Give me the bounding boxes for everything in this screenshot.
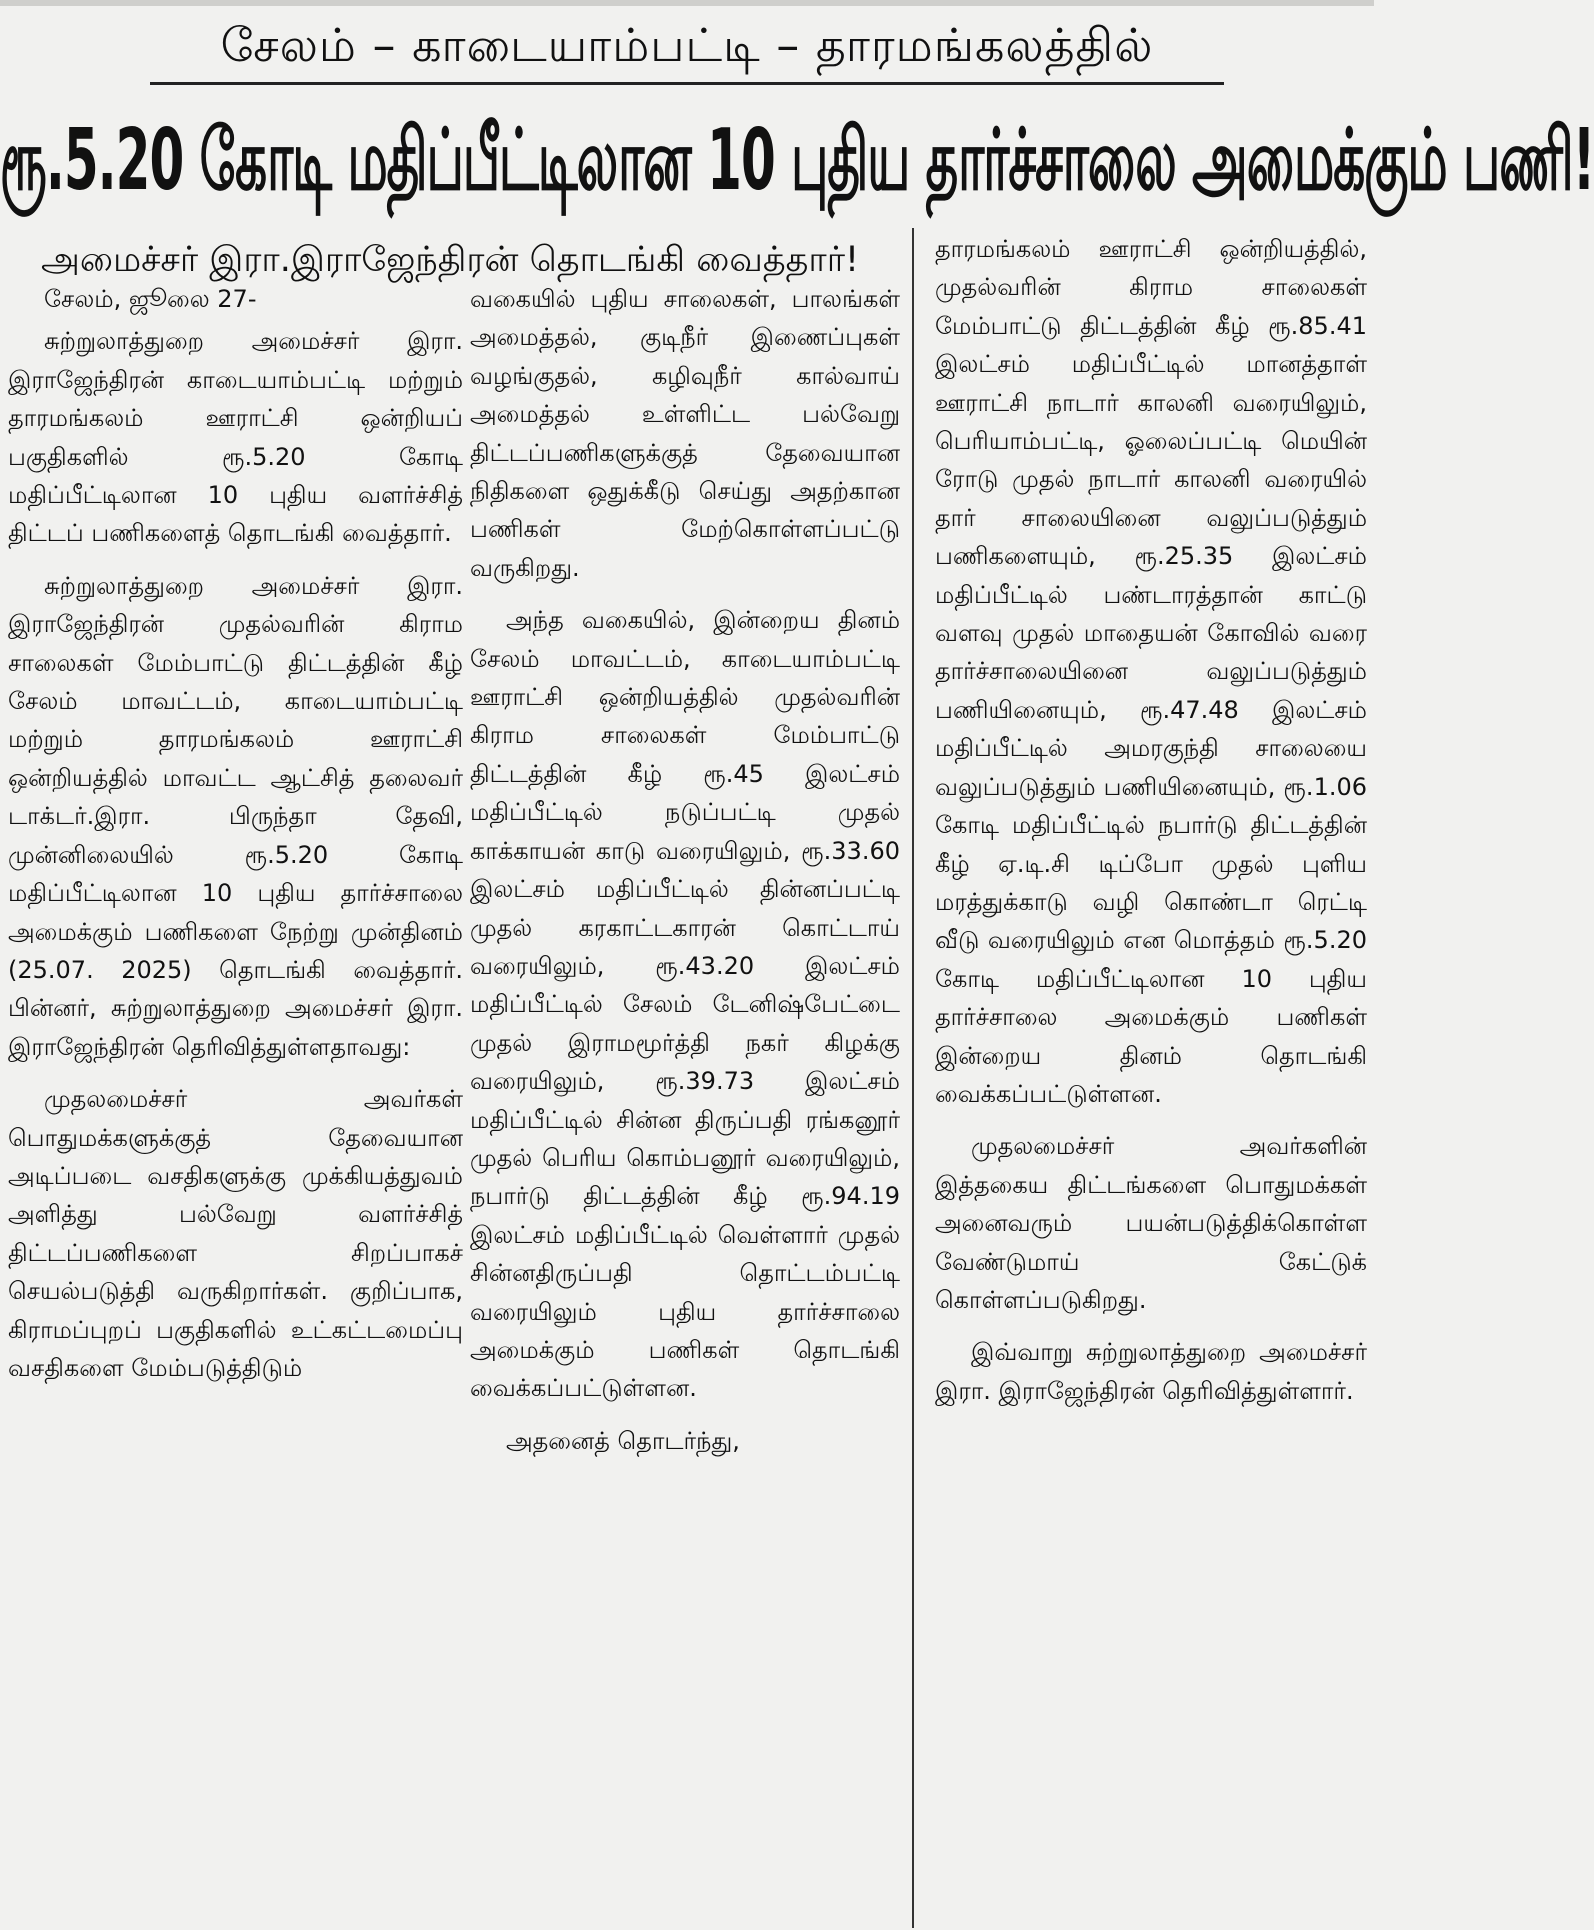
paragraph: முதலமைச்சர் அவர்களின் இத்தகைய திட்டங்களை பொதுமக்கள் அனைவரும் பயன்படுத்திக்கொள்ள வேண்டுமாய் கேட்டுக் கொள்ளப்படுகிறது. xyxy=(935,1132,1367,1314)
article-column-2 xyxy=(470,280,900,1920)
paragraph: அதனைத் தொடர்ந்து, xyxy=(506,1426,740,1455)
headline xyxy=(0,100,1594,220)
paragraph: சுற்றுலாத்துறை அமைச்சர் இரா. இராஜேந்திரன் காடையாம்பட்டி மற்றும் தாரமங்கலம் ஊராட்சி ஒன்றியப் பகுதிகளில் ரூ.5.20 கோடி மதிப்பீட்டிலான 10 புதிய வளர்ச்சித் திட்டப் பணிகளைத் தொடங்கி வைத்தார். xyxy=(8,327,463,548)
dateline: சேலம், ஜூலை 27- xyxy=(44,285,257,313)
top-rule xyxy=(0,0,1374,6)
paragraph: சுற்றுலாத்துறை அமைச்சர் இரா. இராஜேந்திரன் முதல்வரின் கிராம சாலைகள் மேம்பாட்டு திட்டத்தின் கீழ் சேலம் மாவட்டம், காடையாம்பட்டி மற்றும் தாரமங்கலம் ஊராட்சி ஒன்றியத்தில் மாவட்ட ஆட்சித் தலைவர் டாக்டர்.இரா. பிருந்தா தேவி, முன்னிலையில் ரூ.5.20 கோடி மதிப்பீட்டிலான 10 புதிய தார்ச்சாலை அமைக்கும் பணிகளை நேற்று முன்தினம் (25.07. 2025) தொடங்கி வைத்தார். பின்னர், சுற்றுலாத்துறை அமைச்சர் இரா. இராஜேந்திரன் தெரிவித்துள்ளதாவது: xyxy=(8,571,463,1061)
article-column-3 xyxy=(935,230,1367,1920)
paragraph: வகையில் புதிய சாலைகள், பாலங்கள் அமைத்தல், குடிநீர் இணைப்புகள் வழங்குதல், கழிவுநீர் கால்வாய் அமைத்தல் உள்ளிட்ட பல்வேறு திட்டப்பணிகளுக்குத் தேவையான நிதிகளை ஒதுக்கீடு செய்து அதற்கான பணிகள் மேற்கொள்ளப்பட்டு வருகிறது. xyxy=(470,285,900,582)
paragraph: முதலமைச்சர் அவர்கள் பொதுமக்களுக்குத் தேவையான அடிப்படை வசதிகளுக்கு முக்கியத்துவம் அளித்து பல்வேறு வளர்ச்சித் திட்டப்பணிகளை சிறப்பாகச் செயல்படுத்தி வருகிறார்கள். குறிப்பாக, கிராமப்புறப் பகுதிகளில் உட்கட்டமைப்பு வசதிகளை மேம்படுத்திடும் xyxy=(8,1085,463,1382)
paragraph: இவ்வாறு சுற்றுலாத்துறை அமைச்சர் இரா. இராஜேந்திரன் தெரிவித்துள்ளார். xyxy=(935,1338,1367,1405)
article-column-1 xyxy=(8,280,463,1920)
column-divider xyxy=(912,228,914,1928)
paragraph: அந்த வகையில், இன்றைய தினம் சேலம் மாவட்டம், காடையாம்பட்டி ஊராட்சி ஒன்றியத்தில் முதல்வரின் கிராம சாலைகள் மேம்பாட்டு திட்டத்தின் கீழ் ரூ.45 இலட்சம் மதிப்பீட்டில் நடுப்பட்டி முதல் காக்காயன் காடு வரையிலும், ரூ.33.60 இலட்சம் மதிப்பீட்டில் தின்னப்பட்டி முதல் கரகாட்டகாரன் கொட்டாய் வரையிலும், ரூ.43.20 இலட்சம் மதிப்பீட்டில் சேலம் டேனிஷ்பேட்டை முதல் இராமமூர்த்தி நகர் கிழக்கு வரையிலும், ரூ.39.73 இலட்சம் மதிப்பீட்டில் சின்ன திருப்பதி ரங்கனூர் முதல் பெரிய கொம்பனூர் வரையிலும், நபார்டு திட்டத்தின் கீழ் ரூ.94.19 இலட்சம் மதிப்பீட்டில் வெள்ளார் முதல் சின்னதிருப்பதி தொட்டம்பட்டி வரையிலும் புதிய தார்ச்சாலை அமைக்கும் பணிகள் தொடங்கி வைக்கப்பட்டுள்ளன. xyxy=(470,606,900,1403)
headline-text: ரூ.5.20 கோடி மதிப்பீட்டிலான 10 புதிய தார்ச்சாலை அமைக்கும் பணி! xyxy=(0,110,1594,210)
kicker: சேலம் – காடையாம்பட்டி – தாரமங்கலத்தில் xyxy=(220,18,1154,72)
subheadline: அமைச்சர் இரா.இராஜேந்திரன் தொடங்கி வைத்தார்! xyxy=(40,240,860,280)
paragraph: தாரமங்கலம் ஊராட்சி ஒன்றியத்தில், முதல்வரின் கிராம சாலைகள் மேம்பாட்டு திட்டத்தின் கீழ் ரூ.85.41 இலட்சம் மதிப்பீட்டில் மானத்தாள் ஊராட்சி நாடார் காலனி வரையிலும், பெரியாம்பட்டி, ஓலைப்பட்டி மெயின் ரோடு முதல் நாடார் காலனி வரையில் தார் சாலையினை வலுப்படுத்தும் பணிகளையும், ரூ.25.35 இலட்சம் மதிப்பீட்டில் பண்டாரத்தான் காட்டு வளவு முதல் மாதையன் கோவில் வரை தார்ச்சாலையினை வலுப்படுத்தும் பணியினையும், ரூ.47.48 இலட்சம் மதிப்பீட்டில் அமரகுந்தி சாலையை வலுப்படுத்தும் பணியினையும், ரூ.1.06 கோடி மதிப்பீட்டில் நபார்டு திட்டத்தின் கீழ் ஏ.டி.சி டிப்போ முதல் புளிய மரத்துக்காடு வழி கொண்டா ரெட்டி வீடு வரையிலும் என மொத்தம் ரூ.5.20 கோடி மதிப்பீட்டிலான 10 புதிய தார்ச்சாலை அமைக்கும் பணிகள் இன்றைய தினம் தொடங்கி வைக்கப்பட்டுள்ளன. xyxy=(935,235,1367,1108)
